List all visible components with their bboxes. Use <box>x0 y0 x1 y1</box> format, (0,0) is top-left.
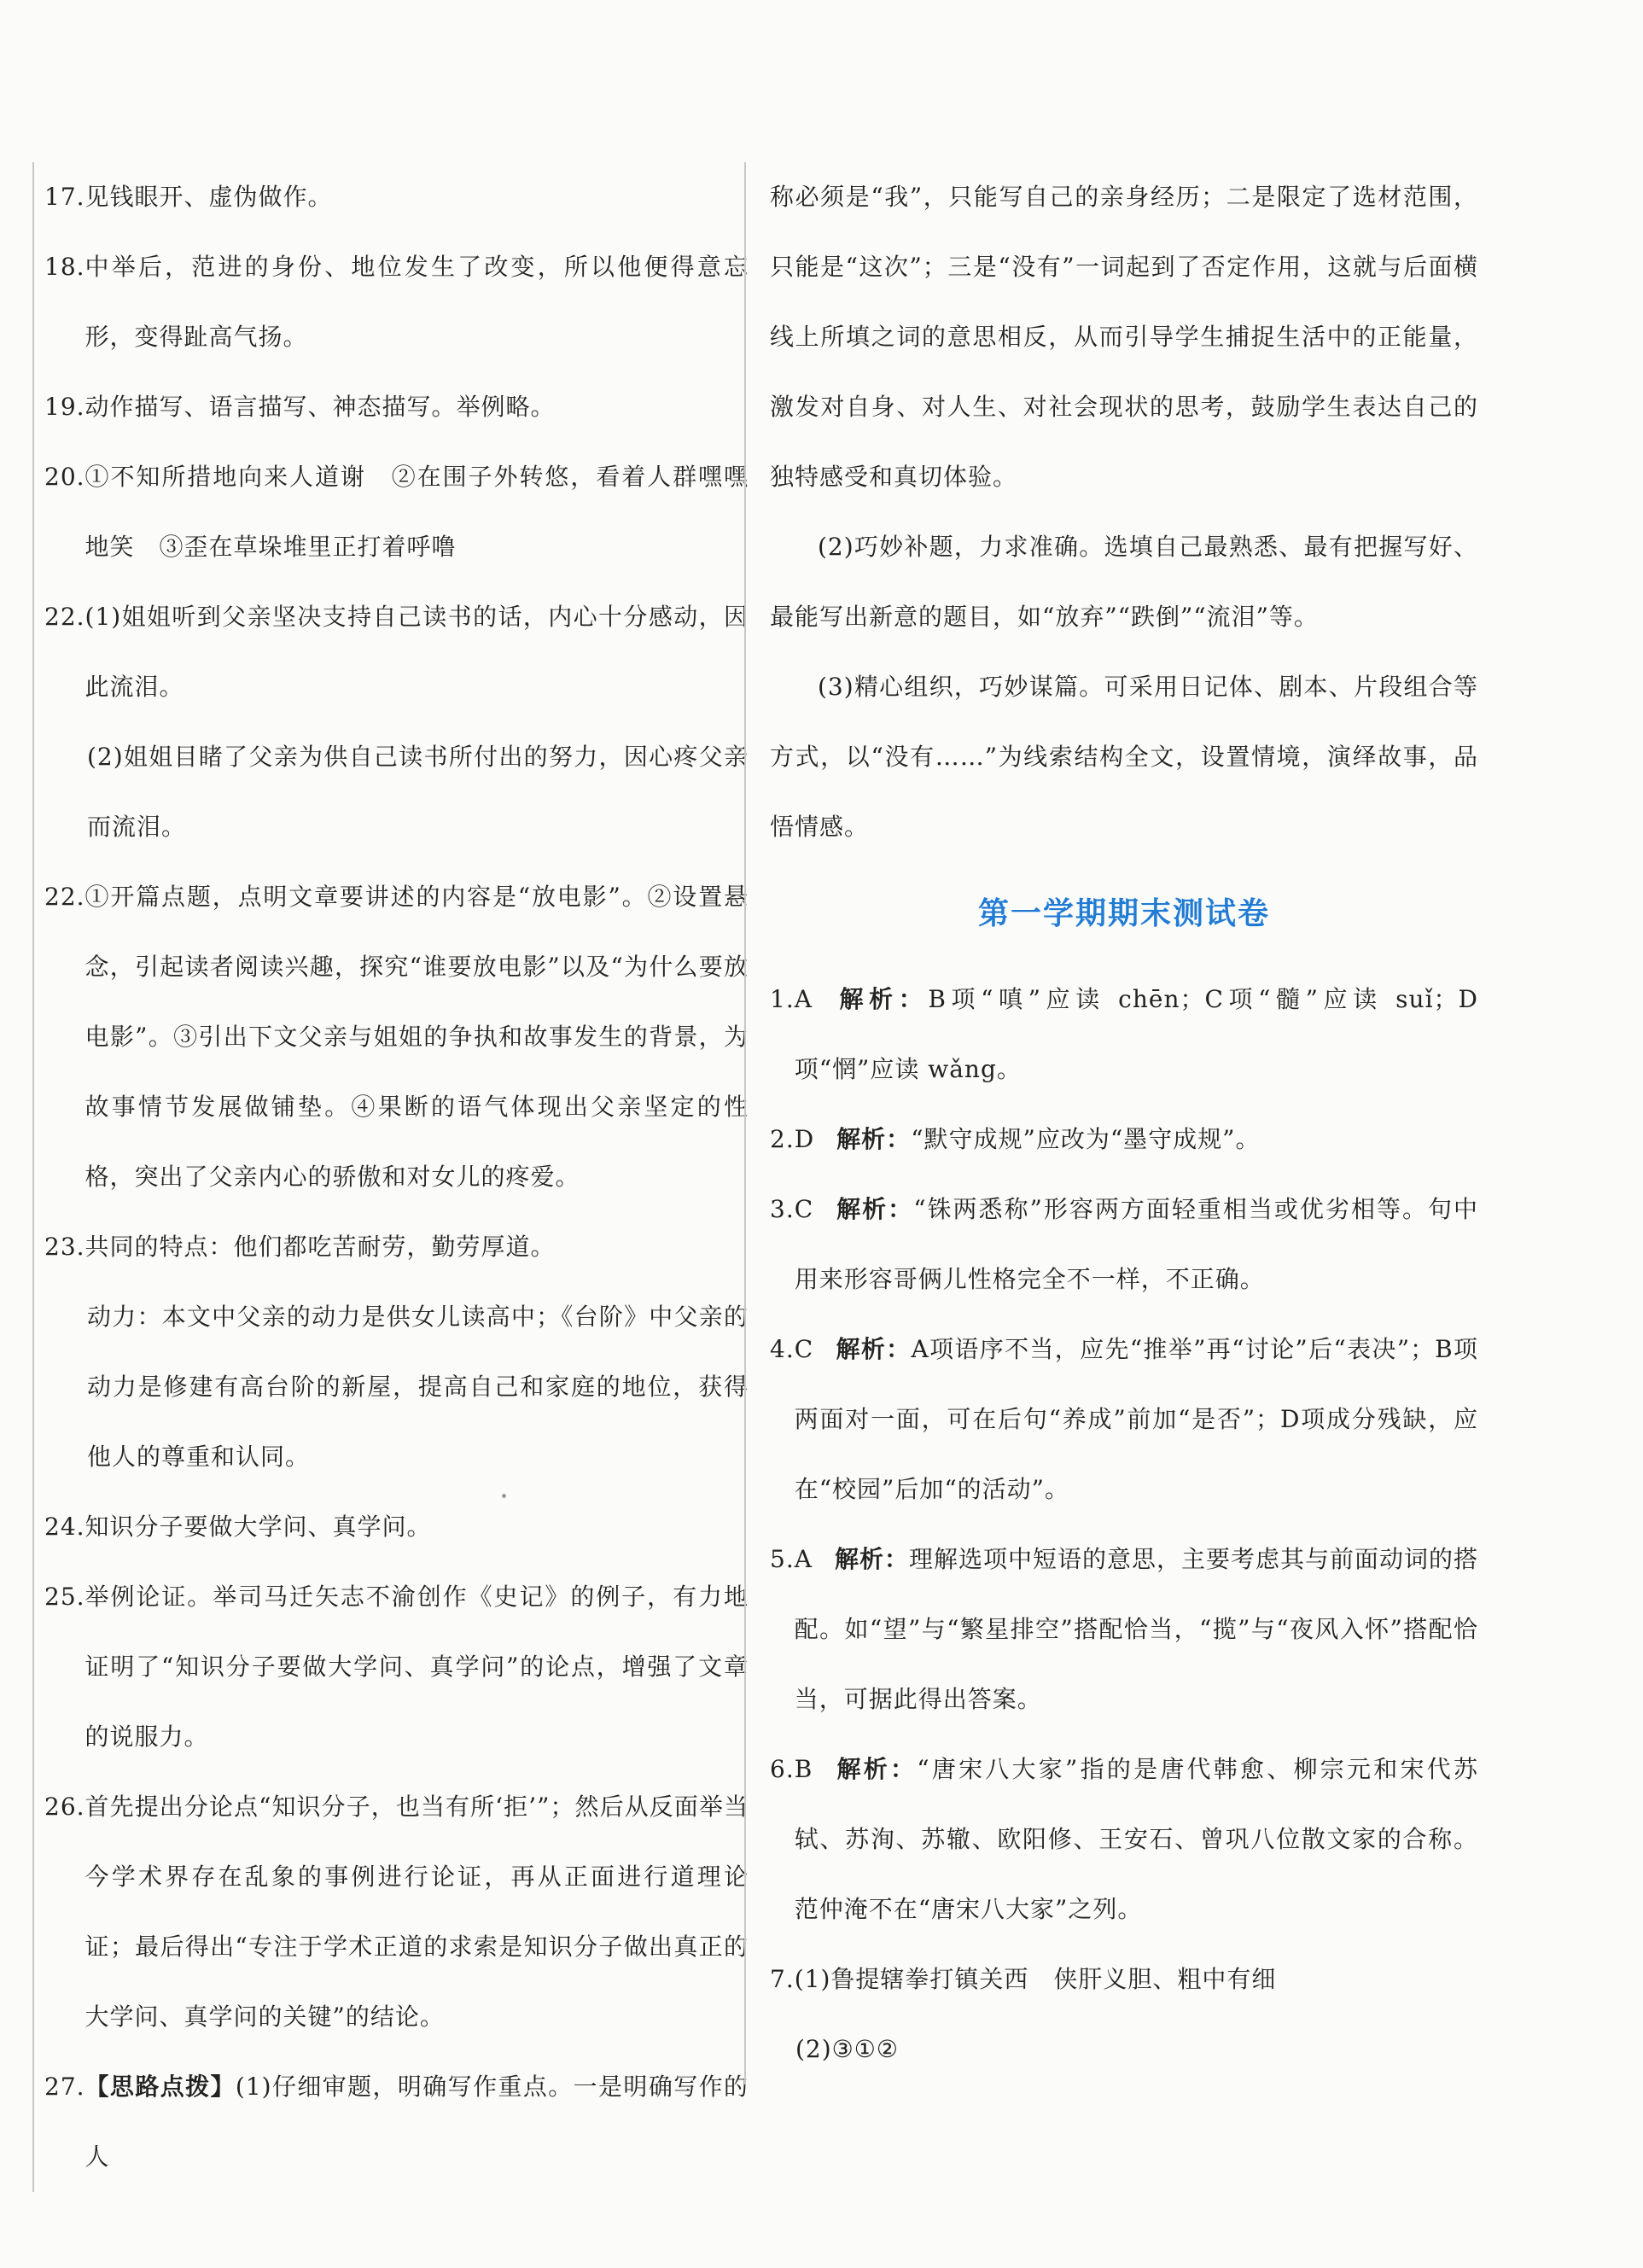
item-number: 19. <box>44 393 85 421</box>
item-number: 18. <box>44 253 85 281</box>
stray-dot <box>502 1494 506 1498</box>
hint-paragraph-2: (2)巧妙补题，力求准确。选填自己最熟悉、最有把握写好、最能写出新意的题目，如“放弃”“跌倒”“流泪”等。 <box>770 533 1478 631</box>
answer-choice: B <box>794 1755 813 1783</box>
item-text: (1)姐姐听到父亲坚决支持自己读书的话，内心十分感动，因此流泪。 <box>84 603 749 701</box>
test-item-3 <box>770 1175 1478 1315</box>
test-item-7-part2: (2)③①② <box>795 2035 899 2063</box>
analysis-text: B项“嗔”应读 chēn；C项“髓”应读 suǐ；D项“惘”应读 wǎng。 <box>794 985 1478 1083</box>
item-text: ①开篇点题，点明文章要讲述的内容是“放电影”。②设置悬念，引起读者阅读兴趣，探究“谁要放电影”以及“为什么要放电影”。③引出下文父亲与姐姐的争执和故事发生的背景，为故事情节发展做铺垫。④果断的语气体现出父亲坚定的性格，突出了父亲内心的骄傲和对女儿的疼爱。 <box>84 883 749 1191</box>
hint-label: 【思路点拨】 <box>84 2073 236 2101</box>
item-text: (1)鲁提辖拳打镇关西 侠肝义胆、粗中有细 <box>794 1965 1277 1993</box>
analysis-text: “铢两悉称”形容两方面轻重相当或优劣相等。句中用来形容哥俩儿性格完全不一样，不正确。 <box>794 1195 1478 1293</box>
item-number: 23. <box>44 1233 85 1261</box>
answer-choice: A <box>794 1545 813 1573</box>
test-item-5 <box>770 1525 1478 1735</box>
analysis-text: “默守成规”应改为“墨守成规”。 <box>911 1125 1261 1153</box>
item-number: 7. <box>770 1965 795 1993</box>
analysis-label: 解析： <box>835 1755 918 1783</box>
item-number: 24. <box>44 1513 85 1541</box>
answer-item-22b <box>44 862 749 1212</box>
item-text <box>795 965 1478 1105</box>
answer-item-27 <box>44 2052 749 2192</box>
analysis-label: 解析： <box>836 1195 914 1223</box>
item-number: 22. <box>44 603 85 631</box>
item-text <box>85 2052 749 2192</box>
item-text: 中举后，范进的身份、地位发生了改变，所以他便得意忘形，变得趾高气扬。 <box>84 253 749 351</box>
answer-item-19 <box>44 372 749 442</box>
item-text: 共同的特点：他们都吃苦耐劳，勤劳厚道。 <box>84 1233 556 1261</box>
answer-item-23 <box>44 1212 749 1282</box>
item-number: 26. <box>44 1793 85 1821</box>
answer-item-17 <box>44 162 749 232</box>
test-item-7 <box>770 1944 1478 2014</box>
item-text: 首先提出分论点“知识分子，也当有所‘拒’”；然后从反面举当今学术界存在乱象的事例进行论证，再从正面进行道理论证；最后得出“专注于学术正道的求索是知识分子做出真正的大学问、真学问的关键”的结论。 <box>84 1793 749 2031</box>
item-number: 5. <box>770 1545 795 1573</box>
answer-item-23-part2: 动力：本文中父亲的动力是供女儿读高中；《台阶》中父亲的动力是修建有高台阶的新屋，提高自己和家庭的地位，获得他人的尊重和认同。 <box>87 1303 749 1471</box>
item-number: 3. <box>770 1195 795 1223</box>
test-item-1 <box>770 965 1478 1105</box>
item-text: 举例论证。举司马迁矢志不渝创作《史记》的例子，有力地证明了“知识分子要做大学问、真学问”的论点，增强了文章的说服力。 <box>84 1583 749 1751</box>
analysis-label: 解析： <box>836 1335 912 1363</box>
item-text <box>795 1525 1478 1735</box>
item-text: 知识分子要做大学问、真学问。 <box>84 1513 432 1541</box>
analysis-text: 理解选项中短语的意思，主要考虑其与前面动词的搭配。如“望”与“繁星排空”搭配恰当，“揽”与“夜风入怀”搭配恰当，可据此得出答案。 <box>794 1545 1478 1713</box>
item-text <box>795 1315 1478 1525</box>
item-text <box>795 1175 1478 1315</box>
item-number: 1. <box>770 985 795 1013</box>
item-number: 17. <box>44 183 85 211</box>
analysis-text: A项语序不当，应先“推举”再“讨论”后“表决”；B项两面对一面，可在后句“养成”前加“是否”；D项成分残缺，应在“校园”后加“的活动”。 <box>794 1335 1478 1503</box>
answer-item-24 <box>44 1492 749 1562</box>
hint-text: (1)仔细审题，明确写作重点。一是明确写作的人 <box>84 2073 749 2171</box>
answer-item-18 <box>44 232 749 372</box>
item-number: 20. <box>44 463 85 491</box>
item-text <box>795 1105 1478 1175</box>
analysis-text: “唐宋八大家”指的是唐代韩愈、柳宗元和宋代苏轼、苏洵、苏辙、欧阳修、王安石、曾巩八位散文家的合称。范仲淹不在“唐宋八大家”之列。 <box>794 1755 1478 1923</box>
test-item-6 <box>770 1735 1478 1944</box>
answer-item-22a-part2: (2)姐姐目睹了父亲为供自己读书所付出的努力，因心疼父亲而流泪。 <box>87 743 749 841</box>
answer-item-22a <box>44 582 749 722</box>
item-text: ①不知所措地向来人道谢 ②在围子外转悠，看着人群嘿嘿地笑 ③歪在草垛堆里正打着呼噜 <box>84 463 749 561</box>
item-number: 4. <box>770 1335 795 1363</box>
section-title: 第一学期期末测试卷 <box>977 896 1270 931</box>
answer-item-25 <box>44 1562 749 1772</box>
item-number: 25. <box>44 1583 85 1611</box>
answer-item-26 <box>44 1772 749 2052</box>
answer-item-20 <box>44 442 749 582</box>
left-column <box>32 162 749 2192</box>
answer-choice: D <box>794 1125 815 1153</box>
item-text: 动作描写、语言描写、神态描写。举例略。 <box>84 393 556 421</box>
item-text: 见钱眼开、虚伪做作。 <box>84 183 333 211</box>
analysis-label: 解析： <box>836 1125 912 1153</box>
answer-choice: A <box>794 985 813 1013</box>
test-item-4 <box>770 1315 1478 1525</box>
answer-choice: C <box>794 1195 814 1223</box>
right-column <box>744 162 1478 2084</box>
answer-choice: C <box>794 1335 814 1363</box>
continued-paragraph: 称必须是“我”，只能写自己的亲身经历；二是限定了选材范围，只能是“这次”；三是“没有”一词起到了否定作用，这就与后面横线上所填之词的意思相反，从而引导学生捕捉生活中的正能量，激发对自身、对人生、对社会现状的思考，鼓励学生表达自己的独特感受和真切体验。 <box>770 183 1478 491</box>
item-number: 2. <box>770 1125 795 1153</box>
item-number: 27. <box>44 2073 85 2101</box>
item-text <box>795 1735 1478 1944</box>
analysis-label: 解析： <box>834 1545 909 1573</box>
item-number: 6. <box>770 1755 795 1783</box>
item-number: 22. <box>44 883 85 911</box>
test-item-2 <box>770 1105 1478 1175</box>
hint-paragraph-3: (3)精心组织，巧妙谋篇。可采用日记体、剧本、片段组合等方式，以“没有……”为线索结构全文，设置情境，演绎故事，品悟情感。 <box>770 673 1478 841</box>
analysis-label: 解析： <box>834 985 929 1013</box>
